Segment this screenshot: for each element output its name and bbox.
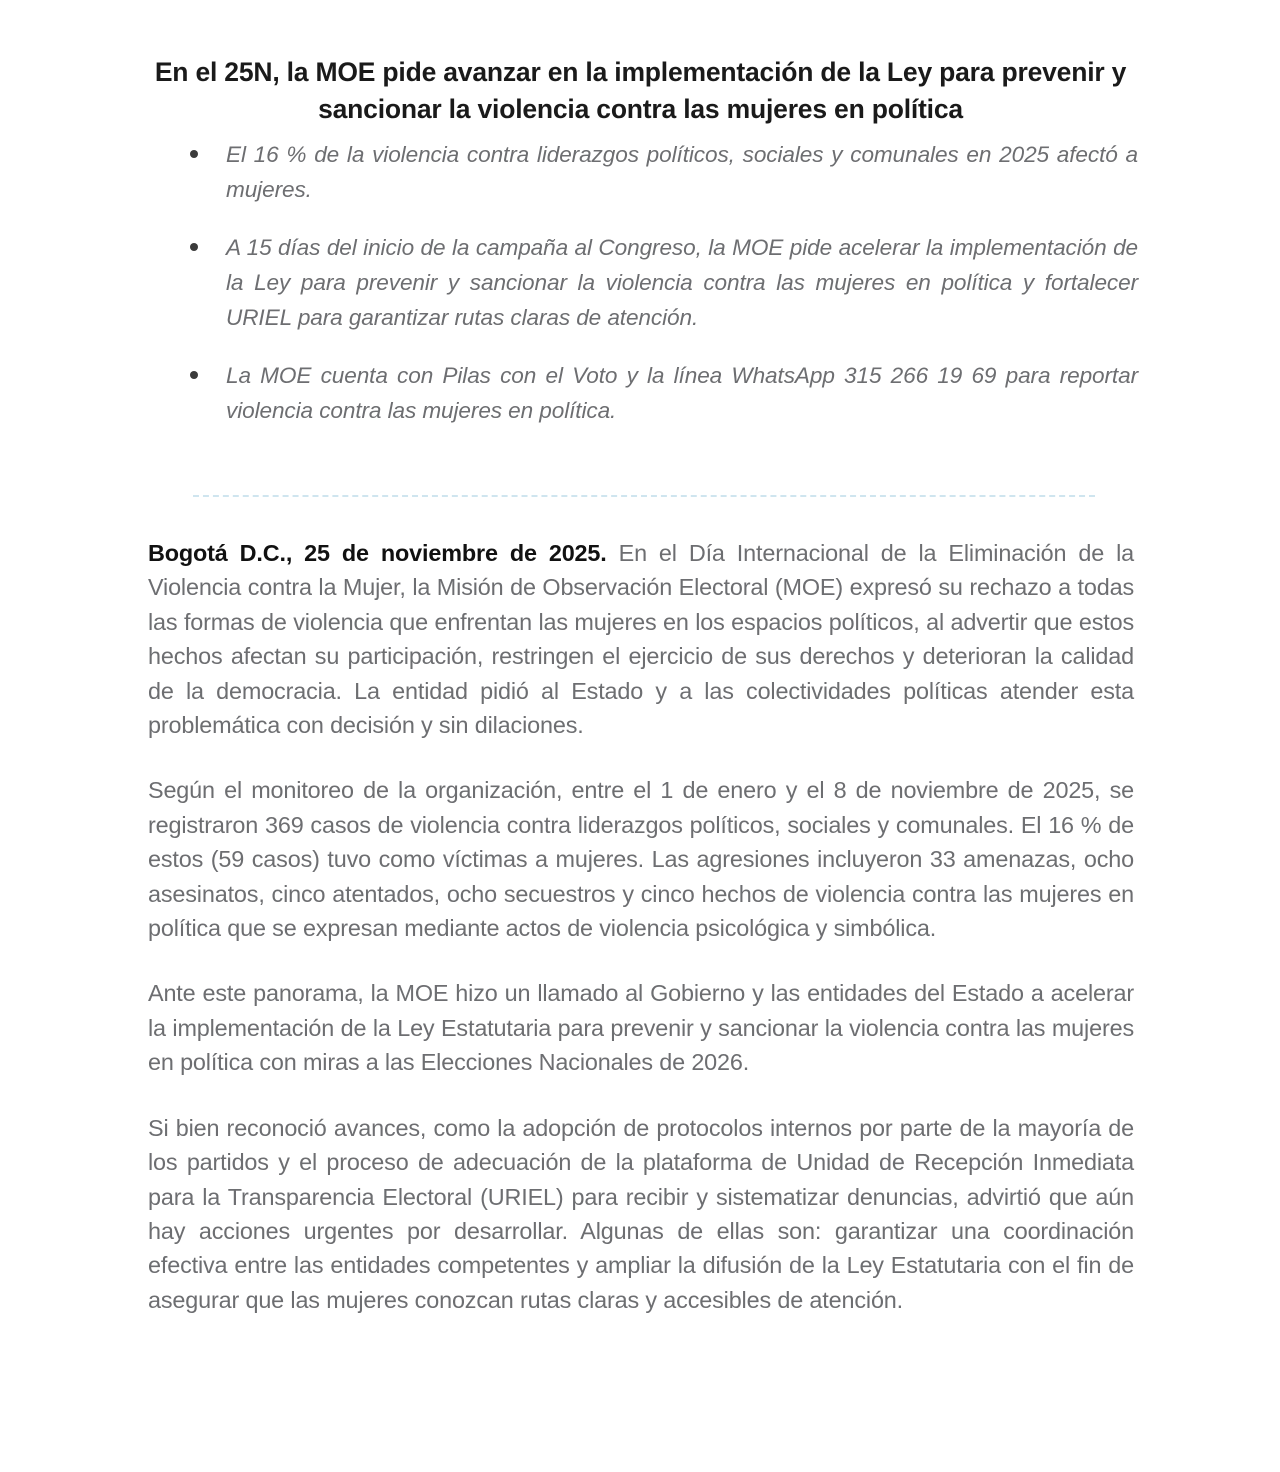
paragraph: Si bien reconoció avances, como la adopción de protocolos internos por parte de la mayoría de los partidos y el proceso de adecuación de la plataforma de Unidad de Recepción Inmediata para la Transparencia Electoral (URIEL) para recibir y sistematizar denuncias, advirtió que aún hay acciones urgentes por desarrollar. Algunas de ellas son: garantizar una coordinación efectiva entre las entidades competentes y ampliar la difusión de la Ley Estatutaria con el fin de asegurar que las mujeres conozcan rutas claras y accesibles de atención. [148, 1114, 1134, 1313]
list-item [148, 137, 1138, 207]
dateline: Bogotá D.C., 25 de noviembre de 2025. [148, 540, 607, 566]
list-item [148, 230, 1138, 335]
section-divider [193, 495, 1095, 497]
list-item [148, 358, 1138, 428]
page-title: En el 25N, la MOE pide avanzar en la implementación de la Ley para prevenir y sancionar la violencia contra las mujeres en política [154, 56, 1127, 125]
highlight-text: El 16 % de la violencia contra liderazgos políticos, sociales y comunales en 2025 afectó a mujeres. [226, 142, 1138, 203]
highlights-list [148, 137, 1138, 428]
paragraph: Ante este panorama, la MOE hizo un llamado al Gobierno y las entidades del Estado a acelerar la implementación de la Ley Estatutaria para prevenir y sancionar la violencia contra las mujeres en política con miras a las Elecciones Nacionales de 2026. [148, 980, 1134, 1076]
bullet-icon [190, 371, 198, 379]
paragraph [148, 536, 1134, 742]
paragraph-text: En el Día Internacional de la Eliminación de la Violencia contra la Mujer, la Misión de Observación Electoral (MOE) expresó su rechazo a todas las formas de violencia que enfrentan las mujeres en los espacios políticos, al advertir que estos hechos afectan su participación, restringen el ejercicio de sus derechos y deterioran la calidad de la democracia. La entidad pidió al Estado y a las colectividades políticas atender esta problemática con decisión y sin dilaciones. [148, 540, 1134, 739]
bullet-icon [190, 150, 198, 158]
bullet-icon [190, 243, 198, 251]
highlight-text: A 15 días del inicio de la campaña al Congreso, la MOE pide acelerar la implementación de la Ley para prevenir y sancionar la violencia contra las mujeres en política y fortalecer URIEL para garantizar rutas claras de atención. [226, 235, 1138, 331]
body-copy [148, 536, 1134, 1317]
paragraph: Según el monitoreo de la organización, entre el 1 de enero y el 8 de noviembre de 2025, se registraron 369 casos de violencia contra liderazgos políticos, sociales y comunales. El 16 % de estos (59 casos) tuvo como víctimas a mujeres. Las agresiones incluyeron 33 amenazas, ocho asesinatos, cinco atentados, ocho secuestros y cinco hechos de violencia contra las mujeres en política que se expresan mediante actos de violencia psicológica y simbólica. [148, 777, 1134, 942]
highlight-text: La MOE cuenta con Pilas con el Voto y la línea WhatsApp 315 266 19 69 para reportar violencia contra las mujeres en política. [226, 363, 1138, 424]
